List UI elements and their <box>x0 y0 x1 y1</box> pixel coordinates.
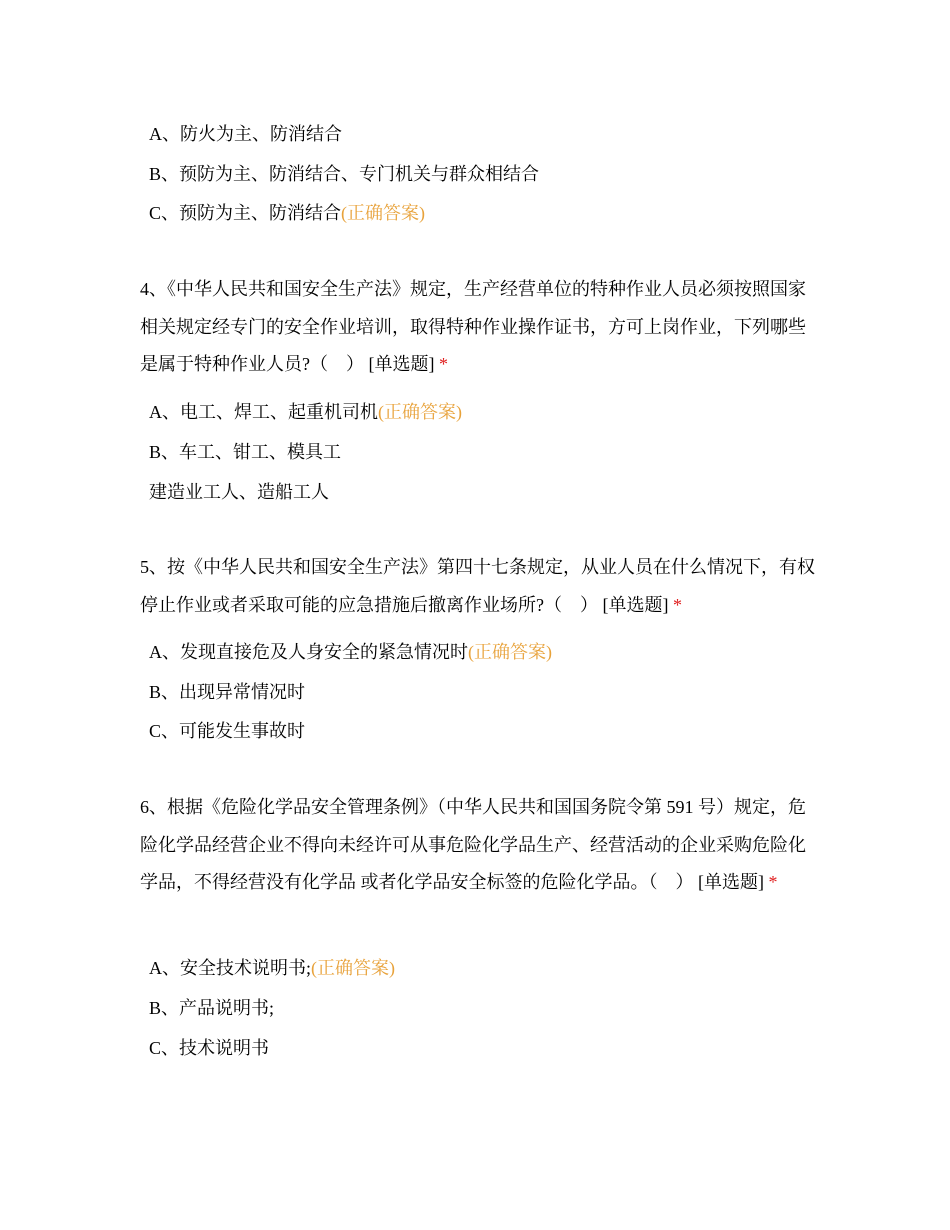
required-star: * <box>768 872 778 892</box>
option-label: B、产品说明书; <box>149 998 275 1018</box>
question-6 <box>140 789 820 902</box>
required-star: * <box>673 594 682 615</box>
option-label: A、防火为主、防消结合 <box>149 124 342 144</box>
option-prev-b[interactable] <box>149 162 539 186</box>
correct-answer-tag: (正确答案) <box>468 642 552 662</box>
question-type: [单选题] <box>368 354 435 374</box>
option-label: C、可能发生事故时 <box>149 721 306 741</box>
option-q6-b[interactable] <box>149 996 274 1020</box>
option-prev-c[interactable] <box>149 201 425 225</box>
question-text: 按《中华人民共和国安全生产法》第四十七条规定，从业人员在什么情况下，有权停止作业或者采取可能的应急措施后撤离作业场所?（ ） <box>140 557 815 615</box>
question-number: 4、 <box>140 279 167 299</box>
option-q6-c[interactable] <box>149 1036 269 1060</box>
option-label: 建造业工人、造船工人 <box>149 482 329 502</box>
correct-answer-tag: (正确答案) <box>378 402 462 422</box>
question-number: 6、 <box>140 797 167 817</box>
option-label: A、安全技术说明书; <box>149 958 311 978</box>
option-label: C、技术说明书 <box>149 1038 270 1058</box>
option-q4-a[interactable] <box>149 400 462 424</box>
question-type: [单选题] <box>602 594 669 615</box>
option-q5-a[interactable] <box>149 640 552 664</box>
option-label: B、出现异常情况时 <box>149 682 306 702</box>
option-q4-c[interactable] <box>149 480 329 504</box>
option-label: A、电工、焊工、起重机司机 <box>149 402 378 422</box>
question-4 <box>140 271 820 384</box>
option-q4-b[interactable] <box>149 440 341 464</box>
option-label: B、预防为主、防消结合、专门机关与群众相结合 <box>149 164 540 184</box>
option-prev-a[interactable] <box>149 122 342 146</box>
option-q5-b[interactable] <box>149 680 305 704</box>
question-text: 《中华人民共和国安全生产法》规定，生产经营单位的特种作业人员必须按照国家相关规定经专门的安全作业培训，取得特种作业操作证书，方可上岗作业，下列哪些是属于特种作业人员?（ ） <box>140 279 806 374</box>
question-text: 根据《危险化学品安全管理条例》（中华人民共和国国务院令第 591 号）规定，危险化学品经营企业不得向未经许可从事危险化学品生产、经营活动的企业采购危险化学品，不得经营没有化学品 或者化学品安全标签的危险化学品。（ ） <box>140 797 806 892</box>
option-label: C、预防为主、防消结合 <box>149 203 342 223</box>
option-q5-c[interactable] <box>149 719 305 743</box>
correct-answer-tag: (正确答案) <box>341 203 426 223</box>
question-number: 5、 <box>140 557 167 577</box>
required-star: * <box>439 354 448 374</box>
option-label: A、发现直接危及人身安全的紧急情况时 <box>149 642 468 662</box>
option-q6-a[interactable] <box>149 956 395 980</box>
question-5 <box>140 549 820 624</box>
question-type: [单选题] <box>698 872 764 892</box>
option-label: B、车工、钳工、模具工 <box>149 442 342 462</box>
correct-answer-tag: (正确答案) <box>311 958 395 978</box>
